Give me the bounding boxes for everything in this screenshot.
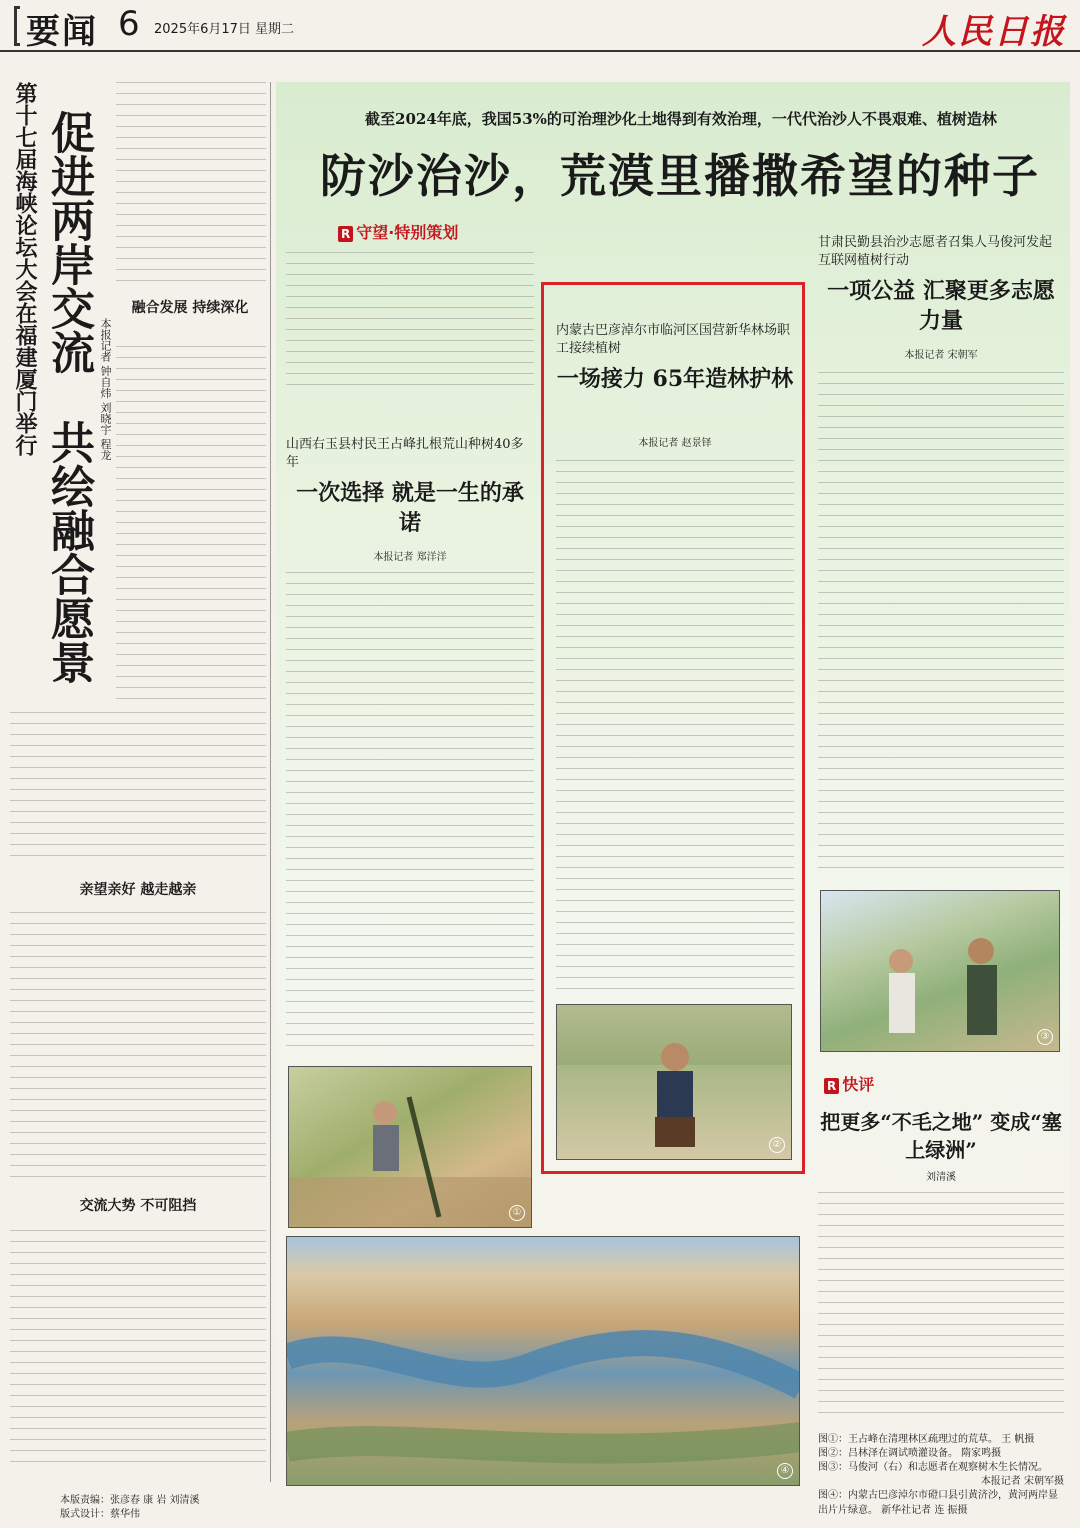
caption-photo-4: 图④：内蒙古巴彦淖尔市磴口县引黄济沙，黄河两岸显出片片绿意。 新华社记者 连 振摄: [818, 1490, 1058, 1516]
footer-designer: 版式设计：蔡华伟: [60, 1509, 140, 1520]
shanxi-kicker: 山西右玉县村民王占峰扎根荒山种树40多年: [286, 437, 524, 470]
special-tag: [338, 220, 458, 243]
left-article-byline: 本报记者 钟自炜 刘晓宇 程龙: [99, 318, 112, 461]
section-name: 要闻: [26, 12, 98, 52]
photo-3-illustration: [821, 891, 1060, 1052]
special-main-title: 防沙治沙，荒漠里播撒希望的种子: [320, 149, 1040, 203]
left-article-kicker: 第十七届海峡论坛大会在福建厦门举行: [12, 82, 38, 456]
special-deck: 截至2024年底，我国53%的可治理沙化土地得到有效治理，一代代治沙人不畏艰难、植树造林: [365, 110, 997, 128]
r-badge-icon-review: R: [824, 1078, 839, 1094]
shanxi-headline: 一次选择 就是一生的承诺: [296, 480, 524, 536]
special-intro-text: [286, 252, 534, 392]
photo-2-illustration: [557, 1005, 792, 1160]
gansu-kicker: 甘肃民勤县治沙志愿者召集人马俊河发起互联网植树行动: [818, 235, 1053, 268]
photo-number-4: ④: [777, 1463, 793, 1479]
caption-photo-1: 图①：王占峰在清理林区疏理过的荒草。 王 帆摄: [818, 1434, 1035, 1445]
masthead: [0, 0, 1080, 52]
photo-4-illustration: [287, 1237, 800, 1486]
special-tag-label: 守望·特别策划: [356, 223, 459, 242]
photo-number-2: ②: [769, 1137, 785, 1153]
neimenggu-kicker: 内蒙古巴彦淖尔市临河区国营新华林场职工接续植树: [556, 323, 791, 356]
page-number: 6: [118, 4, 140, 44]
gansu-byline: 本报记者 宋朝军: [904, 350, 978, 361]
caption-photo-3: 图③：马俊河（右）和志愿者在观察树木生长情况。: [818, 1462, 1048, 1473]
caption-photo-2: 图②：吕林泽在调试喷灌设备。 隋家鸣摄: [818, 1448, 1002, 1459]
photo-number-3: ③: [1037, 1029, 1053, 1045]
shanxi-byline: 本报记者 郑洋洋: [373, 552, 447, 563]
review-headline: 把更多“不毛之地” 变成“塞上绿洲”: [820, 1110, 1062, 1162]
review-tag-label: 快评: [842, 1075, 875, 1094]
photo-ma-junhe: [820, 890, 1060, 1052]
neimenggu-headline: 一场接力 65年造林护林: [556, 366, 794, 392]
left-article-headline-2: 共绘融合愿景: [43, 420, 94, 684]
newspaper-logo: 人民日报: [922, 12, 1066, 52]
neimenggu-byline: 本报记者 赵景铎: [638, 438, 712, 449]
r-badge-icon: R: [338, 226, 353, 242]
left-article-body-4: [10, 912, 266, 1182]
photo-yellow-river-aerial: [286, 1236, 800, 1486]
review-body: [818, 1192, 1064, 1422]
gansu-body: [818, 372, 1064, 878]
left-article-body-3: [10, 712, 266, 862]
section-bracket: [14, 6, 20, 46]
left-subhead-1: 融合发展 持续深化: [131, 300, 249, 316]
review-tag: [824, 1072, 874, 1095]
caption-photo-3-credit: 本报记者 宋朝军摄: [980, 1476, 1064, 1487]
photo-lv-linze: [556, 1004, 792, 1160]
review-byline: 刘清溪: [926, 1172, 956, 1183]
footer-editors: 本版责编：张彦春 康 岩 刘清溪: [60, 1495, 200, 1506]
column-divider: [270, 82, 271, 1482]
photo-number-1: ①: [509, 1205, 525, 1221]
neimenggu-body: [556, 460, 794, 996]
shanxi-body: [286, 572, 534, 1052]
left-subhead-2: 亲望亲好 越走越亲: [79, 882, 197, 898]
gansu-headline: 一项公益 汇聚更多志愿力量: [827, 278, 1055, 334]
left-article-headline-1: 促进两岸交流: [43, 110, 94, 374]
photo-1-illustration: [289, 1067, 532, 1228]
issue-date: 2025年6月17日 星期二: [154, 22, 295, 37]
photo-wang-zhanfeng: [288, 1066, 532, 1228]
left-article-body-2: [116, 346, 266, 706]
left-subhead-3: 交流大势 不可阻挡: [79, 1198, 197, 1214]
left-article-body-1: [116, 82, 266, 282]
left-article-body-5: [10, 1230, 266, 1470]
